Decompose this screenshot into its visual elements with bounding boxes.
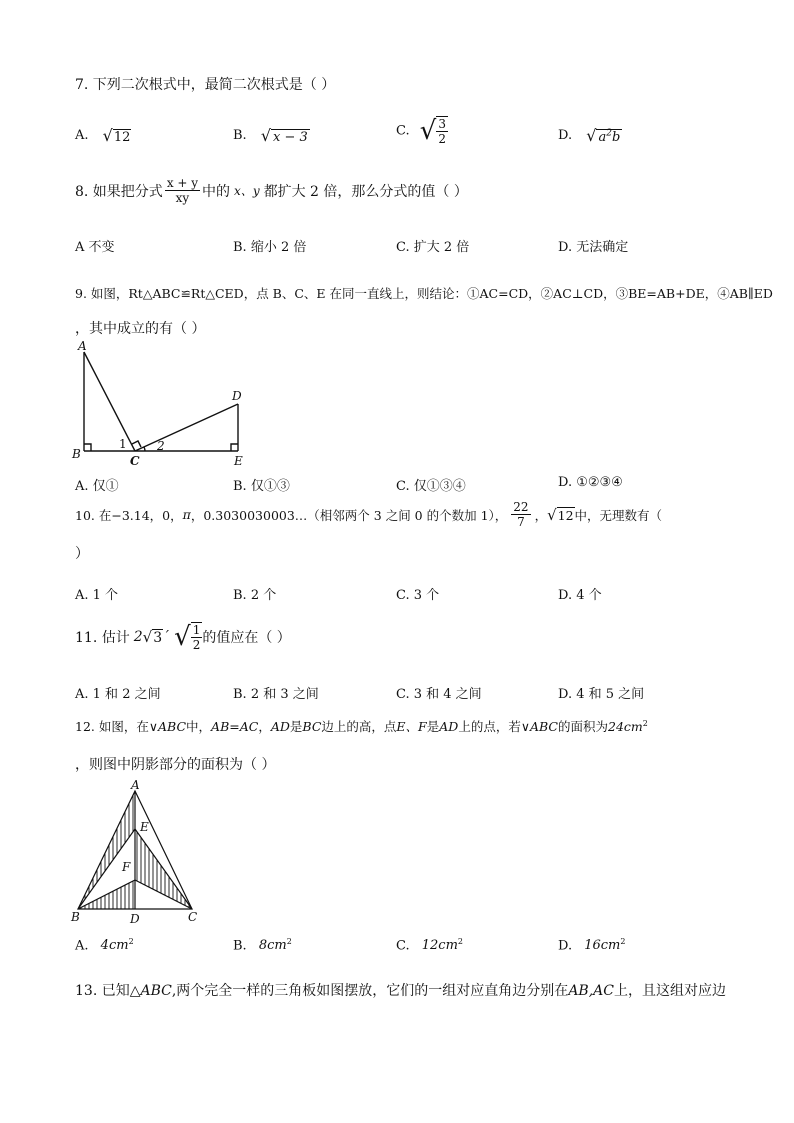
q9-label-c: C [130,454,140,468]
q12-label-f: F [122,860,131,874]
q8-num: x + y [166,176,199,190]
q8-pre: 8. 如果把分式 [75,183,163,200]
q7-c-label: C. [396,123,410,139]
q12-label-e: E [140,820,149,834]
q12-c-val: 12cm [421,938,458,954]
q12-label-a: A [131,778,140,792]
q12-eq: AB=AC [211,719,259,734]
q12-area: 24cm [608,719,643,734]
q8-vars: x、y [234,184,260,198]
q12-label-d: D [130,912,140,926]
sqrt-three-halves: √ $\frac{3}{2}$ [419,116,446,146]
q10-sqrt-12: √12 [547,505,574,524]
q11-sqrt-3: √3 [142,628,163,646]
sqrt-a2b: √ $a^2b$ [586,126,621,145]
q9-side-cd [135,404,238,451]
q10-option-b[interactable]: B. 2 个 [233,588,277,603]
q9-stem-line1: 9. 如图，Rt△ABC≌Rt△CED，点 B、C、E 在同一直线上，则结论：①AC=CD，②AC⊥CD，③BE=AB+DE，④AB∥ED [75,286,773,301]
q8-mid: 中的 [202,183,231,200]
q12-stem-line2: ，则图中阴影部分的面积为（ ） [75,757,276,773]
q10-num: 22 [513,500,529,514]
q13-p2: ,两个完全一样的三角板如图摆放，它们的一组对应直角边分别在 [171,983,569,999]
q11-times: ´ [163,629,171,645]
q12-p4: 是 [289,719,303,734]
q8-option-b[interactable]: B. 缩小 2 倍 [233,240,307,255]
q9-label-d: D [232,389,242,403]
q9-label-e: E [234,454,243,468]
q8-fraction [165,176,200,205]
q11-option-b[interactable]: B. 2 和 3 之间 [233,687,319,702]
q7-d-base: a [598,130,607,145]
q9-option-b[interactable]: B. 仅①③ [233,479,290,494]
q10-stem [75,500,662,529]
q11-den: 2 [192,638,201,652]
q12-label-b: B [71,910,80,924]
q7-option-d[interactable] [558,126,622,145]
q7-b-radicand: x − 3 [273,130,308,145]
q7-b-label: B. [233,128,247,143]
q9-angle-1: 1 [119,437,127,451]
q10-option-d[interactable]: D. 4 个 [558,588,602,603]
q12-b-val: 8cm [258,938,287,954]
q7-c-den: 2 [438,132,446,146]
q11-sqrt-half: √ $\frac{1}{2}$ [174,622,201,652]
q12-ef: E、F [396,719,427,734]
sqrt-x-minus-3: √ x − 3 [260,126,308,145]
q7-option-a[interactable] [75,126,131,145]
q13-p3: 上，且这组对应边 [613,983,726,999]
q10-post: 中，无理数有（ [574,507,663,523]
q12-option-a[interactable] [75,937,134,953]
q10-option-c[interactable]: C. 3 个 [396,588,440,603]
q10-sep: ， [534,507,548,523]
q8-stem [75,176,468,205]
q12-c-label: C. [396,938,410,954]
q9-label-b: B [72,447,81,461]
q9-stem-line2: ，其中成立的有（ ） [75,321,206,337]
q12-option-d[interactable] [558,937,625,953]
q12-stem-line1 [75,717,648,735]
q10-pi: π [182,507,191,522]
q12-p2: 中， [186,719,212,734]
q11-num: 1 [192,623,201,637]
q12-d-val: 16cm [584,938,621,954]
q8-post: 都扩大 2 倍，那么分式的值（ ） [263,183,468,200]
q10-mid: ，0.3030030003…（相邻两个 3 之间 0 的个数加 1）， [190,507,508,523]
q12-d-label: D. [558,938,573,954]
q9-option-d[interactable]: D. ①②③④ [558,475,623,490]
q10-fraction [511,500,530,529]
q12-a-sup: 2 [128,937,134,946]
q12-b-sup: 2 [286,937,292,946]
q7-d-label: D. [558,128,573,143]
q12-p7: 上的点，若 [458,719,521,734]
q9-figure [70,338,250,468]
q10-den: 7 [517,515,525,529]
q13-sides: AB,AC [568,983,614,999]
q12-area-sup: 2 [642,718,648,728]
q9-right-angle-c [132,441,141,447]
q11-coef: 2 [133,629,143,645]
q11-post: 的值应在（ ） [202,630,291,646]
q9-right-angle-b [84,444,91,451]
q10-radicand: 12 [557,507,574,523]
q11-radicand: 3 [153,630,163,646]
q12-a-label: A. [75,938,89,954]
q11-pre: 11. 估计 [75,630,130,646]
q12-p5: 边上的高，点 [321,719,397,734]
q12-ad2: AD [439,719,459,734]
q12-p1: 12. 如图，在 [75,719,149,734]
q10-stem-line2: ） [75,546,89,562]
q12-a-val: 4cm [100,938,129,954]
q12-option-c[interactable] [396,937,463,953]
q11-option-a[interactable]: A. 1 和 2 之间 [75,687,161,702]
q9-label-a: A [78,339,87,353]
sqrt-12: √12 [102,126,131,145]
q12-c-sup: 2 [457,937,464,946]
q9-option-c[interactable]: C. 仅①③④ [396,479,466,494]
q7-a-label: A. [75,128,89,143]
q13-p1: 13. 已知 [75,983,130,999]
q8-option-a[interactable]: A 不变 [75,240,115,255]
q11-stem [75,622,291,652]
q7-option-c[interactable] [396,116,448,146]
q8-den: xy [175,191,190,205]
q12-tri2: ∨ABC [520,719,558,734]
q10-option-a[interactable]: A. 1 个 [75,588,119,603]
q12-d-sup: 2 [620,937,626,946]
q9-angle-2: 2 [157,439,165,453]
q12-option-b[interactable] [233,937,292,953]
q8-option-c[interactable]: C. 扩大 2 倍 [396,240,470,255]
q13-tri: △ABC [129,983,172,999]
q7-d-tail: b [611,130,621,145]
q12-p3: ， [258,719,271,734]
q7-a-radicand: 12 [113,130,131,145]
q12-figure [68,778,208,926]
q7-option-b[interactable] [233,126,310,145]
q12-p6: 是 [426,719,440,734]
q9-option-a[interactable]: A. 仅① [75,479,119,494]
q7-stem: 7. 下列二次根式中，最简二次根式是（ ） [75,77,336,93]
q12-bc: BC [302,719,322,734]
q12-label-c: C [188,910,198,924]
q9-side-ac [84,352,135,451]
q7-c-num: 3 [438,117,446,131]
q13-stem [75,980,726,1000]
q11-option-d[interactable]: D. 4 和 5 之间 [558,687,645,702]
q10-pre: 10. 在−3.14，0， [75,507,183,523]
q7-d-exp: 2 [606,128,612,139]
q12-p8: 的面积为 [558,719,609,734]
q9-right-angle-e [231,444,238,451]
q11-option-c[interactable]: C. 3 和 4 之间 [396,687,482,702]
q12-ad: AD [270,719,290,734]
q12-b-label: B. [233,938,247,954]
q12-tri1: ∨ABC [148,719,187,734]
q8-option-d[interactable]: D. 无法确定 [558,240,629,255]
